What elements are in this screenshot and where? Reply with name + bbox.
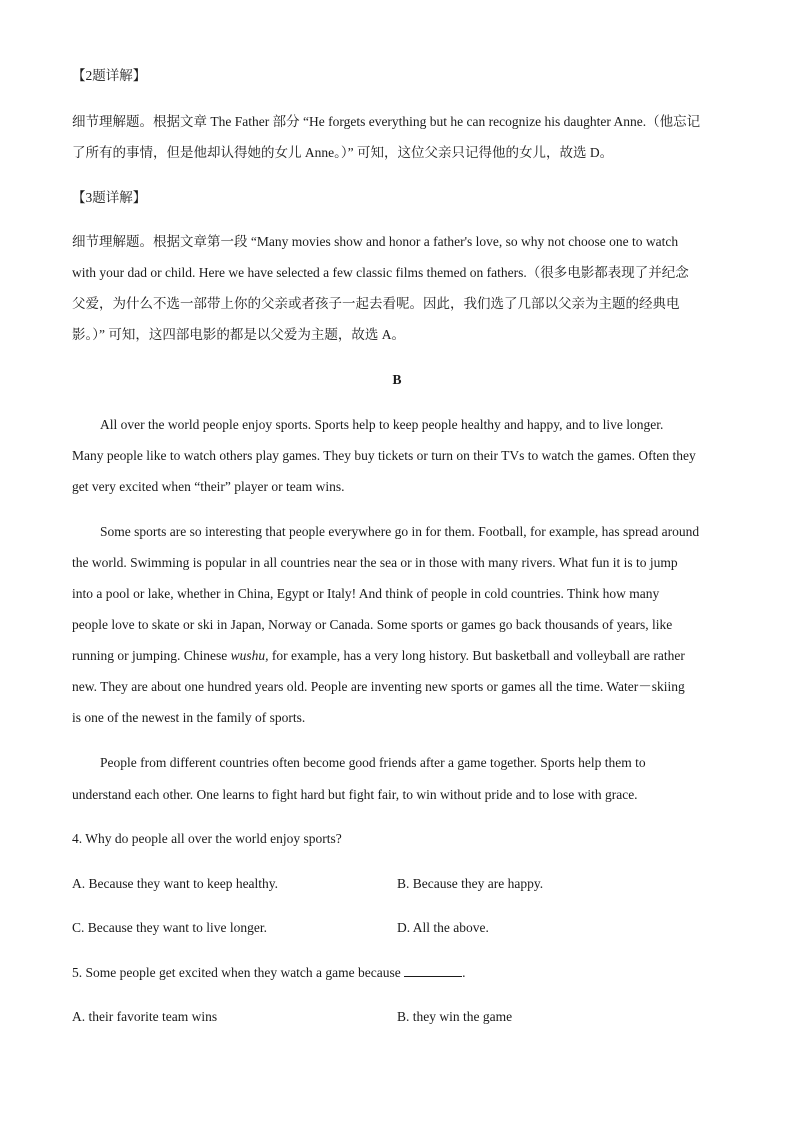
paragraph1-line-1: All over the world people enjoy sports. Sports help to keep people healthy and happy, and to live longer. xyxy=(100,417,664,432)
q4-option-a: A. Because they want to keep healthy. xyxy=(72,876,279,891)
q3-line-2: with your dad or child. Here we have selected a few classic films themed on fathers.（很多电影都表现了并纪念 xyxy=(72,265,689,280)
paragraph3-line-2: understand each other. One learns to fight hard but fight fair, to win without pride and to lose with grace. xyxy=(72,787,638,802)
paragraph2-line-5 xyxy=(72,647,685,665)
q5-stem xyxy=(72,964,466,982)
q3-heading: 【3题详解】 xyxy=(72,190,147,205)
q4-option-b: B. Because they are happy. xyxy=(397,876,544,891)
q5-stem-text: 5. Some people get excited when they watch a game because xyxy=(72,965,405,980)
q3-line-4: 影。）” 可知，这四部电影的都是以父爱为主题，故选 A。 xyxy=(72,327,405,342)
section-label: B xyxy=(392,372,402,387)
q4-stem: 4. Why do people all over the world enjoy sports? xyxy=(72,831,342,846)
q5-option-a: A. their favorite team wins xyxy=(72,1009,218,1024)
q4-option-c: C. Because they want to live longer. xyxy=(72,920,267,935)
paragraph1-line-3: get very excited when “their” player or team wins. xyxy=(72,479,345,494)
q5-option-b: B. they win the game xyxy=(397,1009,513,1024)
wushu-italic: wushu, xyxy=(230,648,269,663)
answer-blank xyxy=(404,964,462,977)
q2-line-1: 细节理解题。根据文章 The Father 部分 “He forgets everything but he can recognize his daughter Anne.（他忘记 xyxy=(72,114,701,129)
paragraph2-line-1: Some sports are so interesting that people everywhere go in for them. Football, for example, has spread around xyxy=(100,524,700,539)
q3-line-1: 细节理解题。根据文章第一段 “Many movies show and honor a father's love, so why not choose one to watch xyxy=(72,234,679,249)
paragraph2-line-7: is one of the newest in the family of sports. xyxy=(72,710,306,725)
q5-stem-period: . xyxy=(462,965,466,980)
q2-heading: 【2题详解】 xyxy=(72,68,147,83)
paragraph2-line-4: people love to skate or ski in Japan, Norway or Canada. Some sports or games go back thousands of years, like xyxy=(72,617,673,632)
q2-line-2: 了所有的事情，但是他却认得她的女儿 Anne。）” 可知，这位父亲只记得他的女儿，故选 D。 xyxy=(72,145,614,160)
q4-option-d: D. All the above. xyxy=(397,920,489,935)
paragraph3-line-1: People from different countries often become good friends after a game together. Sports help them to xyxy=(100,755,646,770)
paragraph2-line-5-rest: for example, has a very long history. But basketball and volleyball are rather xyxy=(268,648,685,663)
paragraph1-line-2: Many people like to watch others play games. They buy tickets or turn on their TVs to watch the games. Often they xyxy=(72,448,696,463)
paragraph2-line-2: the world. Swimming is popular in all countries near the sea or in those with many rivers. What fun it is to jump xyxy=(72,555,678,570)
q3-line-3: 父爱，为什么不选一部带上你的父亲或者孩子一起去看呢。因此，我们选了几部以父亲为主题的经典电 xyxy=(72,296,680,311)
paragraph2-line-6: new. They are about one hundred years old. People are inventing new sports or games all the time. Water－skiing xyxy=(72,679,685,694)
paragraph2-line-3: into a pool or lake, whether in China, Egypt or Italy! And think of people in cold countries. Think how many xyxy=(72,586,660,601)
paragraph2-line-5-start: running or jumping. Chinese xyxy=(72,648,231,663)
